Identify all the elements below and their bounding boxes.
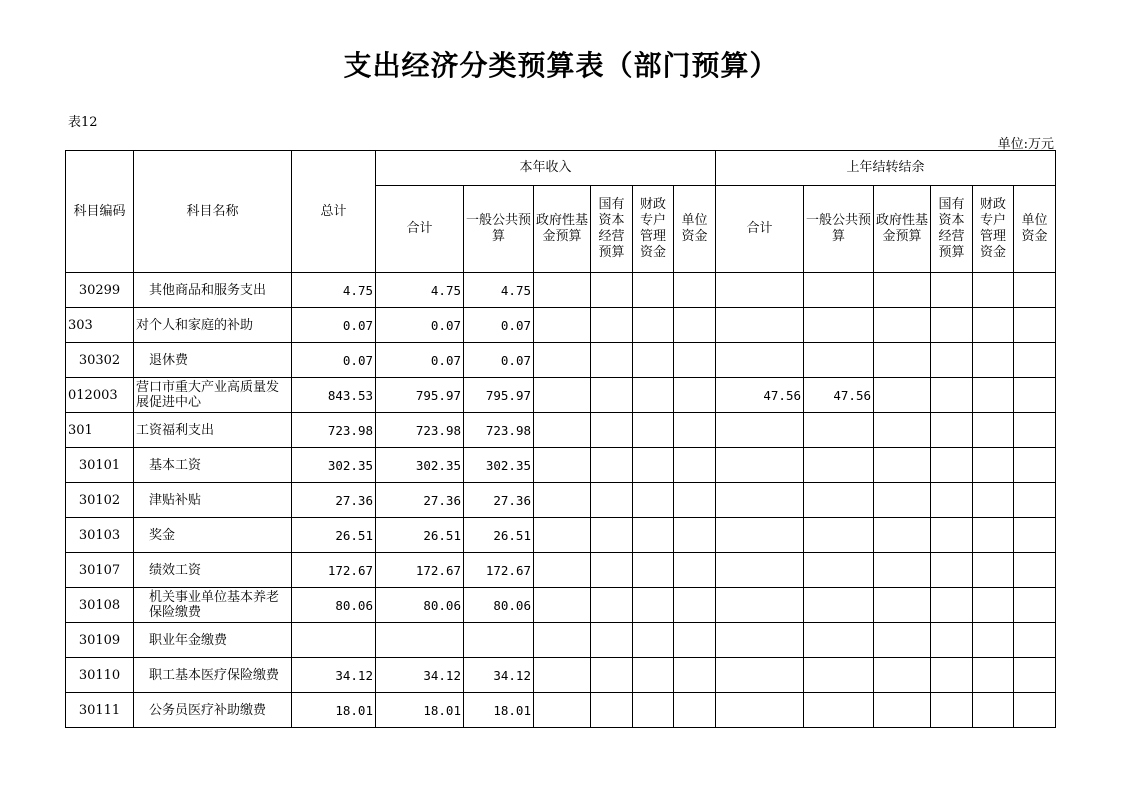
cy-general-cell: 795.97 xyxy=(464,378,534,413)
name-cell: 工资福利支出 xyxy=(134,413,292,448)
prev-special-cell xyxy=(973,448,1014,483)
cy-special-cell xyxy=(633,273,674,308)
prev-general-cell xyxy=(804,308,874,343)
header-cy-state-capital: 国有资本经营预算 xyxy=(591,186,633,273)
cy-sum-cell: 27.36 xyxy=(376,483,464,518)
name-cell: 公务员医疗补助缴费 xyxy=(134,693,292,728)
cy-fund-cell xyxy=(534,378,591,413)
prev-special-cell xyxy=(973,483,1014,518)
prev-general-cell xyxy=(804,553,874,588)
prev-sum-cell xyxy=(716,658,804,693)
total-cell: 26.51 xyxy=(292,518,376,553)
cy-unit-fund-cell xyxy=(674,273,716,308)
prev-state-capital-cell xyxy=(931,448,973,483)
prev-state-capital-cell xyxy=(931,308,973,343)
header-cy-general: 一般公共预算 xyxy=(464,186,534,273)
prev-unit-fund-cell xyxy=(1014,448,1056,483)
prev-sum-cell: 47.56 xyxy=(716,378,804,413)
page-title: 支出经济分类预算表（部门预算） xyxy=(343,49,779,82)
total-cell: 4.75 xyxy=(292,273,376,308)
prev-fund-cell xyxy=(874,518,931,553)
code-cell: 30302 xyxy=(66,343,134,378)
prev-unit-fund-cell xyxy=(1014,378,1056,413)
prev-state-capital-cell xyxy=(931,413,973,448)
table-row xyxy=(66,448,1056,483)
total-cell: 0.07 xyxy=(292,343,376,378)
cy-sum-cell: 723.98 xyxy=(376,413,464,448)
prev-state-capital-cell xyxy=(931,658,973,693)
cy-general-cell xyxy=(464,623,534,658)
prev-general-cell: 47.56 xyxy=(804,378,874,413)
unit-label: 单位:万元 xyxy=(997,137,1054,152)
code-cell: 30109 xyxy=(66,623,134,658)
name-cell: 退休费 xyxy=(134,343,292,378)
prev-special-cell xyxy=(973,413,1014,448)
prev-state-capital-cell xyxy=(931,273,973,308)
cy-state-capital-cell xyxy=(591,413,633,448)
prev-unit-fund-cell xyxy=(1014,413,1056,448)
header-prev-sum: 合计 xyxy=(716,186,804,273)
cy-special-cell xyxy=(633,553,674,588)
header-cy-special: 财政专户管理资金 xyxy=(633,186,674,273)
cy-sum-cell: 34.12 xyxy=(376,658,464,693)
table-row xyxy=(66,273,1056,308)
prev-fund-cell xyxy=(874,693,931,728)
prev-sum-cell xyxy=(716,448,804,483)
table-row xyxy=(66,308,1056,343)
prev-sum-cell xyxy=(716,413,804,448)
cy-special-cell xyxy=(633,693,674,728)
cy-sum-cell: 172.67 xyxy=(376,553,464,588)
prev-general-cell xyxy=(804,273,874,308)
cy-state-capital-cell xyxy=(591,623,633,658)
prev-sum-cell xyxy=(716,623,804,658)
cy-general-cell: 27.36 xyxy=(464,483,534,518)
cy-state-capital-cell xyxy=(591,658,633,693)
prev-special-cell xyxy=(973,693,1014,728)
cy-sum-cell: 4.75 xyxy=(376,273,464,308)
cy-sum-cell: 80.06 xyxy=(376,588,464,623)
cy-unit-fund-cell xyxy=(674,693,716,728)
prev-fund-cell xyxy=(874,308,931,343)
header-prev-unit-fund: 单位资金 xyxy=(1014,186,1056,273)
header-row-1 xyxy=(66,151,1056,186)
prev-unit-fund-cell xyxy=(1014,588,1056,623)
header-carryover: 上年结转结余 xyxy=(716,151,1056,186)
prev-sum-cell xyxy=(716,518,804,553)
code-cell: 30111 xyxy=(66,693,134,728)
total-cell: 172.67 xyxy=(292,553,376,588)
cy-general-cell: 0.07 xyxy=(464,343,534,378)
header-name: 科目名称 xyxy=(134,151,292,273)
total-cell: 302.35 xyxy=(292,448,376,483)
table-row xyxy=(66,518,1056,553)
cy-general-cell: 723.98 xyxy=(464,413,534,448)
table-row xyxy=(66,623,1056,658)
cy-fund-cell xyxy=(534,343,591,378)
cy-special-cell xyxy=(633,518,674,553)
header-total: 总计 xyxy=(292,151,376,273)
prev-special-cell xyxy=(973,273,1014,308)
name-cell: 机关事业单位基本养老保险缴费 xyxy=(134,588,292,623)
cy-unit-fund-cell xyxy=(674,378,716,413)
cy-fund-cell xyxy=(534,658,591,693)
prev-unit-fund-cell xyxy=(1014,623,1056,658)
cy-general-cell: 34.12 xyxy=(464,658,534,693)
cy-fund-cell xyxy=(534,413,591,448)
total-cell: 723.98 xyxy=(292,413,376,448)
cy-general-cell: 18.01 xyxy=(464,693,534,728)
cy-state-capital-cell xyxy=(591,588,633,623)
cy-special-cell xyxy=(633,658,674,693)
cy-special-cell xyxy=(633,588,674,623)
code-cell: 30107 xyxy=(66,553,134,588)
cy-unit-fund-cell xyxy=(674,483,716,518)
prev-general-cell xyxy=(804,658,874,693)
cy-state-capital-cell xyxy=(591,553,633,588)
prev-general-cell xyxy=(804,483,874,518)
code-cell: 012003 xyxy=(66,378,134,413)
prev-general-cell xyxy=(804,518,874,553)
header-cy-unit-fund: 单位资金 xyxy=(674,186,716,273)
cy-state-capital-cell xyxy=(591,308,633,343)
table-row xyxy=(66,553,1056,588)
prev-unit-fund-cell xyxy=(1014,518,1056,553)
cy-general-cell: 172.67 xyxy=(464,553,534,588)
prev-fund-cell xyxy=(874,588,931,623)
prev-state-capital-cell xyxy=(931,588,973,623)
table-row xyxy=(66,693,1056,728)
prev-fund-cell xyxy=(874,273,931,308)
prev-unit-fund-cell xyxy=(1014,658,1056,693)
name-cell: 津贴补贴 xyxy=(134,483,292,518)
header-prev-special: 财政专户管理资金 xyxy=(973,186,1014,273)
code-cell: 301 xyxy=(66,413,134,448)
cy-general-cell: 26.51 xyxy=(464,518,534,553)
cy-unit-fund-cell xyxy=(674,308,716,343)
header-prev-fund: 政府性基金预算 xyxy=(874,186,931,273)
cy-sum-cell: 26.51 xyxy=(376,518,464,553)
prev-state-capital-cell xyxy=(931,483,973,518)
cy-unit-fund-cell xyxy=(674,413,716,448)
cy-unit-fund-cell xyxy=(674,658,716,693)
header-cy-sum: 合计 xyxy=(376,186,464,273)
cy-state-capital-cell xyxy=(591,448,633,483)
cy-fund-cell xyxy=(534,273,591,308)
code-cell: 30101 xyxy=(66,448,134,483)
prev-fund-cell xyxy=(874,343,931,378)
prev-state-capital-cell xyxy=(931,693,973,728)
prev-special-cell xyxy=(973,518,1014,553)
cy-sum-cell: 0.07 xyxy=(376,343,464,378)
name-cell: 对个人和家庭的补助 xyxy=(134,308,292,343)
cy-fund-cell xyxy=(534,588,591,623)
prev-fund-cell xyxy=(874,483,931,518)
total-cell: 18.01 xyxy=(292,693,376,728)
prev-special-cell xyxy=(973,553,1014,588)
prev-special-cell xyxy=(973,658,1014,693)
cy-unit-fund-cell xyxy=(674,448,716,483)
prev-sum-cell xyxy=(716,343,804,378)
prev-unit-fund-cell xyxy=(1014,343,1056,378)
cy-fund-cell xyxy=(534,308,591,343)
prev-unit-fund-cell xyxy=(1014,273,1056,308)
cy-fund-cell xyxy=(534,483,591,518)
prev-special-cell xyxy=(973,308,1014,343)
name-cell: 职业年金缴费 xyxy=(134,623,292,658)
code-cell: 303 xyxy=(66,308,134,343)
cy-sum-cell: 795.97 xyxy=(376,378,464,413)
total-cell: 0.07 xyxy=(292,308,376,343)
cy-state-capital-cell xyxy=(591,343,633,378)
table-row xyxy=(66,658,1056,693)
prev-special-cell xyxy=(973,588,1014,623)
prev-general-cell xyxy=(804,448,874,483)
name-cell: 职工基本医疗保险缴费 xyxy=(134,658,292,693)
cy-state-capital-cell xyxy=(591,693,633,728)
prev-sum-cell xyxy=(716,483,804,518)
header-prev-state-capital: 国有资本经营预算 xyxy=(931,186,973,273)
total-cell: 843.53 xyxy=(292,378,376,413)
cy-special-cell xyxy=(633,308,674,343)
cy-fund-cell xyxy=(534,553,591,588)
prev-general-cell xyxy=(804,343,874,378)
cy-general-cell: 302.35 xyxy=(464,448,534,483)
code-cell: 30108 xyxy=(66,588,134,623)
cy-general-cell: 4.75 xyxy=(464,273,534,308)
prev-unit-fund-cell xyxy=(1014,308,1056,343)
name-cell: 基本工资 xyxy=(134,448,292,483)
code-cell: 30102 xyxy=(66,483,134,518)
cy-sum-cell xyxy=(376,623,464,658)
name-cell: 其他商品和服务支出 xyxy=(134,273,292,308)
prev-unit-fund-cell xyxy=(1014,483,1056,518)
prev-sum-cell xyxy=(716,308,804,343)
cy-unit-fund-cell xyxy=(674,343,716,378)
prev-state-capital-cell xyxy=(931,518,973,553)
prev-fund-cell xyxy=(874,553,931,588)
name-cell: 奖金 xyxy=(134,518,292,553)
prev-general-cell xyxy=(804,413,874,448)
prev-fund-cell xyxy=(874,448,931,483)
cy-unit-fund-cell xyxy=(674,588,716,623)
table-row xyxy=(66,483,1056,518)
table-number: 表12 xyxy=(68,115,98,130)
header-code: 科目编码 xyxy=(66,151,134,273)
prev-unit-fund-cell xyxy=(1014,553,1056,588)
prev-general-cell xyxy=(804,693,874,728)
budget-table xyxy=(65,150,1056,728)
code-cell: 30299 xyxy=(66,273,134,308)
prev-fund-cell xyxy=(874,623,931,658)
cy-sum-cell: 302.35 xyxy=(376,448,464,483)
prev-state-capital-cell xyxy=(931,343,973,378)
code-cell: 30110 xyxy=(66,658,134,693)
cy-state-capital-cell xyxy=(591,518,633,553)
total-cell: 34.12 xyxy=(292,658,376,693)
prev-fund-cell xyxy=(874,378,931,413)
cy-special-cell xyxy=(633,483,674,518)
total-cell: 80.06 xyxy=(292,588,376,623)
prev-fund-cell xyxy=(874,658,931,693)
cy-special-cell xyxy=(633,623,674,658)
prev-sum-cell xyxy=(716,553,804,588)
total-cell xyxy=(292,623,376,658)
header-cy-fund: 政府性基金预算 xyxy=(534,186,591,273)
cy-state-capital-cell xyxy=(591,378,633,413)
table-row xyxy=(66,413,1056,448)
prev-unit-fund-cell xyxy=(1014,693,1056,728)
cy-sum-cell: 18.01 xyxy=(376,693,464,728)
cy-state-capital-cell xyxy=(591,273,633,308)
code-cell: 30103 xyxy=(66,518,134,553)
prev-special-cell xyxy=(973,343,1014,378)
prev-sum-cell xyxy=(716,588,804,623)
name-cell: 绩效工资 xyxy=(134,553,292,588)
cy-special-cell xyxy=(633,343,674,378)
cy-unit-fund-cell xyxy=(674,623,716,658)
table-row xyxy=(66,343,1056,378)
table-row xyxy=(66,588,1056,623)
prev-state-capital-cell xyxy=(931,553,973,588)
table-row xyxy=(66,378,1056,413)
prev-special-cell xyxy=(973,378,1014,413)
cy-fund-cell xyxy=(534,623,591,658)
prev-sum-cell xyxy=(716,273,804,308)
prev-sum-cell xyxy=(716,693,804,728)
prev-fund-cell xyxy=(874,413,931,448)
cy-special-cell xyxy=(633,413,674,448)
cy-general-cell: 80.06 xyxy=(464,588,534,623)
cy-special-cell xyxy=(633,448,674,483)
cy-state-capital-cell xyxy=(591,483,633,518)
cy-fund-cell xyxy=(534,693,591,728)
cy-sum-cell: 0.07 xyxy=(376,308,464,343)
header-prev-general: 一般公共预算 xyxy=(804,186,874,273)
header-current-year: 本年收入 xyxy=(376,151,716,186)
prev-special-cell xyxy=(973,623,1014,658)
prev-general-cell xyxy=(804,588,874,623)
cy-general-cell: 0.07 xyxy=(464,308,534,343)
cy-special-cell xyxy=(633,378,674,413)
cy-unit-fund-cell xyxy=(674,518,716,553)
cy-fund-cell xyxy=(534,518,591,553)
name-cell: 营口市重大产业高质量发展促进中心 xyxy=(134,378,292,413)
prev-state-capital-cell xyxy=(931,378,973,413)
cy-unit-fund-cell xyxy=(674,553,716,588)
prev-state-capital-cell xyxy=(931,623,973,658)
cy-fund-cell xyxy=(534,448,591,483)
prev-general-cell xyxy=(804,623,874,658)
total-cell: 27.36 xyxy=(292,483,376,518)
